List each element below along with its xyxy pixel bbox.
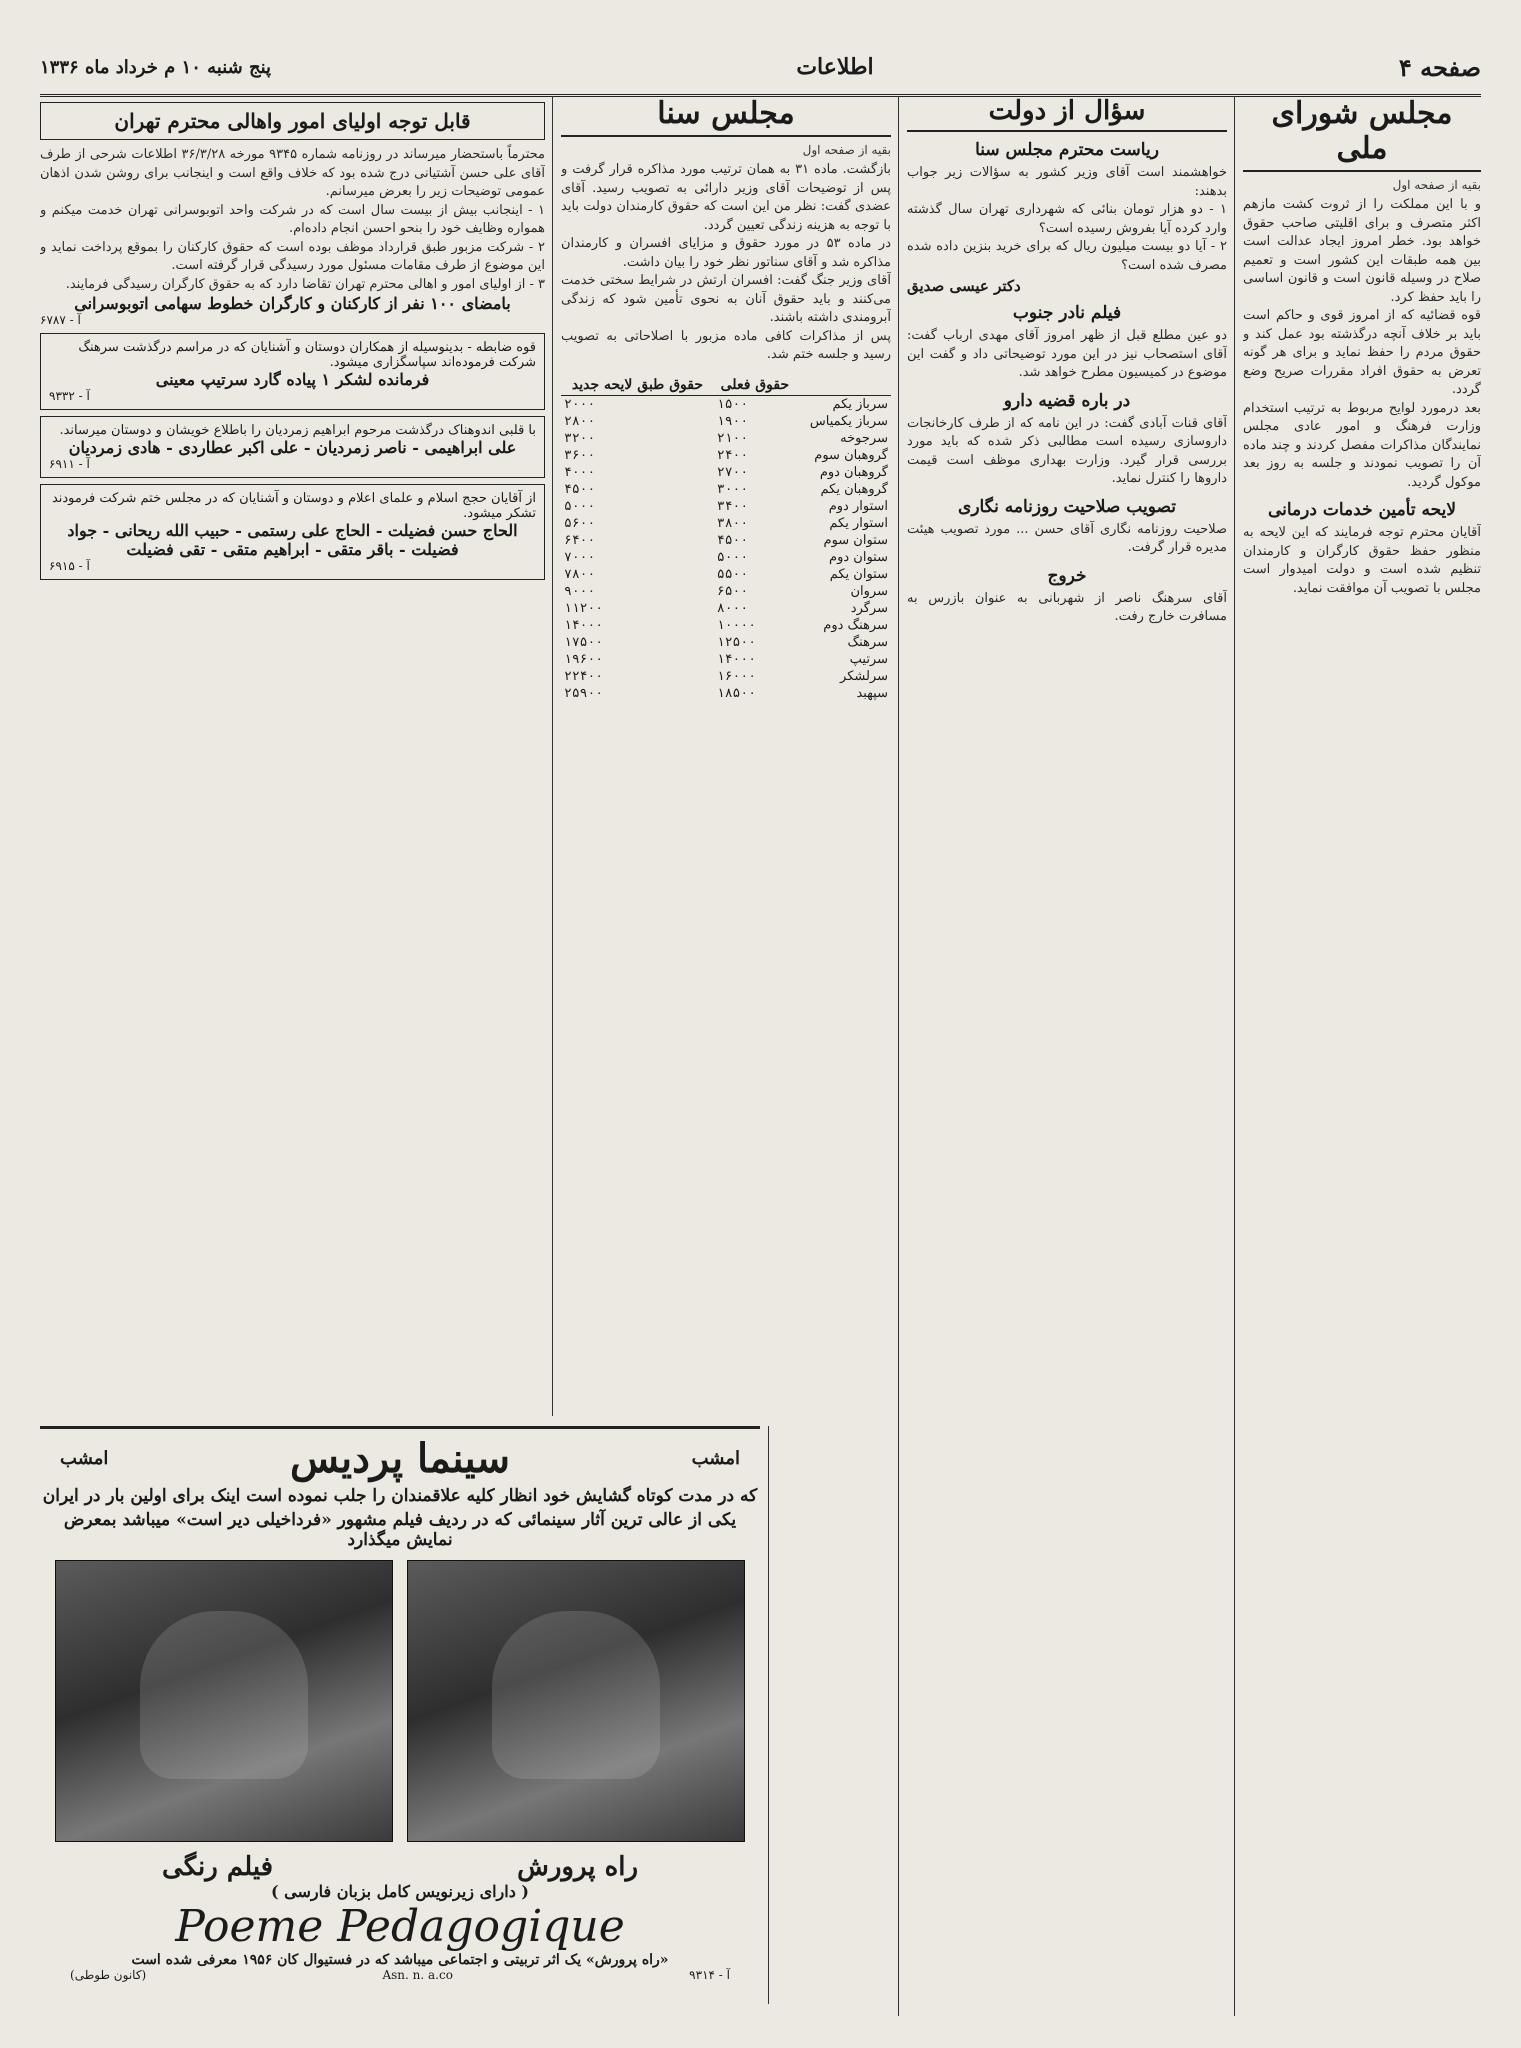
salary-current-cell: ۱۰۰۰۰ (716, 617, 757, 633)
salary-new-cell: ۲۰۰۰ (564, 396, 596, 412)
notice-box-condolence (40, 416, 545, 478)
salary-table-row (561, 395, 891, 413)
film-still-group-photo (407, 1560, 745, 1842)
notice-paragraph: ۳ - از اولیای امور و اهالی محترم تهران تقاضا دارد که به حقوق کارگران رسیدگی فرمایند. (65, 276, 545, 292)
article-paragraph: صلاحیت روزنامه نگاری آقای حسن ... مورد تصویب هیئت مدیره قرار گرفت. (907, 521, 1227, 555)
ad-footer-codes (40, 1968, 760, 1982)
salary-rank-cell: سروان (850, 583, 888, 599)
salary-new-cell: ۷۸۰۰ (564, 566, 596, 582)
salary-table-row (561, 566, 891, 583)
article-paragraph: آقای سرهنگ ناصر از شهربانی به عنوان بازرس به مسافرت خارج رفت. (907, 590, 1227, 624)
salary-table (561, 375, 891, 702)
salary-table-row (561, 498, 891, 515)
salary-rank-cell: سرهنگ (847, 634, 888, 650)
continued-note: بقیه از صفحه اول (1392, 178, 1481, 192)
column-divider (552, 96, 553, 1416)
salary-current-cell: ۱۹۰۰ (716, 413, 749, 429)
salary-current-cell: ۱۴۰۰۰ (716, 651, 757, 667)
salary-new-cell: ۷۰۰۰ (564, 549, 596, 565)
cinema-promo-line: که در مدت کوتاه گشایش خود انظار کلیه علاقمندان را جلب نموده است اینک برای اولین بار در ایران (42, 1486, 758, 1506)
ad-agency: (کانون طوطی) (70, 1968, 147, 1982)
salary-current-cell: ۱۶۰۰۰ (716, 668, 757, 684)
salary-table-row (561, 515, 891, 532)
salary-current-cell: ۳۸۰۰ (716, 515, 749, 531)
article-paragraph: و با این مملکت را از ثروت کشت مازهم اکثر متصرف و برای اقلیتی صاحب حقوق خواهد بود. خطر امروز ایجاد عدالت است بین همه طبقات این کشور است و تعمیم صلاح در وسیله قانون است و قانون اساسی را باید حفظ کرد. (1243, 197, 1481, 305)
salary-current-cell: ۴۵۰۰ (716, 532, 749, 548)
salary-table-row (561, 634, 891, 651)
salary-rank-cell: سرباز یکمیاس (809, 413, 888, 429)
salary-rank-cell: استوار دوم (828, 498, 888, 514)
salary-rank-cell: گروهبان سوم (814, 447, 888, 463)
tonight-label: امشب (691, 1448, 740, 1469)
salary-rank-cell: سپهبد (856, 685, 888, 701)
salary-current-cell: ۱۵۰۰ (716, 396, 749, 412)
salary-table-row (561, 600, 891, 617)
notice-names: فرمانده لشکر ۱ پیاده گارد سرتیپ معینی (155, 370, 430, 389)
film-stills (40, 1560, 760, 1842)
ad-agency-latin: Asn. n. a.co (382, 1968, 453, 1982)
salary-rank-cell: گروهبان یکم (820, 481, 888, 497)
article-paragraph: آقای قنات آبادی گفت: در این نامه که از طرف کارخانجات داروسازی رسیده است مطالبی ذکر شده که باید مورد بررسی قرار گیرد. وزارت بهداری موظف است قیمت داروها را کنترل نماید. (907, 415, 1227, 486)
salary-current-cell: ۲۴۰۰ (716, 447, 749, 463)
ad-code: آ - ۹۳۱۴ (689, 1968, 730, 1982)
cinema-promo-line: یکی از عالی ترین آثار سینمائی که در ردیف فیلم مشهور «فرداخیلی دیر است» میباشد بمعرض نمایش میگذارد (63, 1510, 737, 1550)
article-paragraph: بعد درمورد لوایح مربوط به ترتیب استخدام وزارت فرهنگ و امور عادی مجلس نمایندگان مذاکرات مفصل کردند و چند ماده آن را تصویب نمودند و جلسه به روز بعد موکول گردید. (1243, 400, 1481, 490)
notice-box-gratitude (40, 484, 545, 580)
salary-new-cell: ۵۰۰۰ (564, 498, 596, 514)
headline-majlis-sena: مجلس سنا (561, 96, 891, 137)
notice-paragraph: ۱ - اینجانب بیش از بیست سال است که در شرکت واحد اتوبوسرانی تهران خدمت میکنم و همواره وظایف خود را بنحو احسن انجام داده‌ام. (40, 202, 545, 236)
cinema-advertisement (40, 1426, 760, 2007)
salary-new-cell: ۱۱۲۰۰ (564, 600, 604, 616)
festival-note: «راه پرورش» یک اثر تربیتی و اجتماعی میباشد که در فستیوال کان ۱۹۵۶ معرفی شده است (131, 1952, 669, 1968)
salary-rank-cell: سرجوخه (840, 430, 888, 446)
headline-question: سؤال از دولت (907, 96, 1227, 132)
ad-code: آ - ۶۹۱۱ (49, 457, 90, 471)
notice-paragraph: ۲ - شرکت مزبور طبق قرارداد موظف بوده است که حقوق کارکنان را بموقع پرداخت نماید و این موضوع از طرف مقامات مسئول مورد رسیدگی قرار گرفته است. (40, 239, 545, 273)
salary-new-cell: ۵۶۰۰ (564, 515, 596, 531)
salary-table-row (561, 481, 891, 498)
continued-note: بقیه از صفحه اول (802, 143, 891, 157)
salary-rank-cell: سرهنگ دوم (823, 617, 888, 633)
salary-current-cell: ۳۴۰۰ (716, 498, 749, 514)
column-notices (40, 96, 545, 1416)
column-divider (898, 96, 899, 2016)
salary-rank-cell: ستوان یکم (829, 566, 888, 582)
salary-rank-cell: ستوان دوم (829, 549, 888, 565)
notice-box-thanks (40, 333, 545, 410)
salary-rank-cell: سرلشکر (840, 668, 888, 684)
salary-rank-cell: سرتیپ (849, 651, 888, 667)
cinema-name: سینما پردیس (289, 1435, 511, 1482)
salary-current-cell: ۸۰۰۰ (716, 600, 749, 616)
salary-table-row (561, 447, 891, 464)
salary-rank-cell: ستوان سوم (823, 532, 888, 548)
salary-current-cell: ۲۷۰۰ (716, 464, 749, 480)
salary-current-cell: ۱۸۵۰۰ (716, 685, 757, 701)
salary-new-cell: ۳۶۰۰ (564, 447, 596, 463)
salary-rank-cell: سرگرد (850, 600, 888, 616)
salary-new-cell: ۱۴۰۰۰ (564, 617, 604, 633)
signature: دکتر عیسی صدیق (907, 277, 1021, 295)
notice-signature: بامضای ۱۰۰ نفر از کارکنان و کارگران خطوط سهامی اتوبوسرانی (74, 294, 511, 313)
salary-table-row (561, 532, 891, 549)
article-paragraph: دو عین مطلع قبل از ظهر امروز آقای مهدی ارباب گفت: آقای استصحاب نیز در این مورد توضیحاتی داد و گفت این موضوع در کمیسیون مطرح خواهد شد. (907, 328, 1227, 380)
notice-text: قوه ضابطه - بدینوسیله از همکاران دوستان و آشنایان که در مراسم درگذشت سرهنگ شرکت فرموده‌اند سپاسگزاری میشود. (78, 340, 536, 370)
salary-rank-cell: استوار یکم (829, 515, 888, 531)
salary-current-cell: ۲۱۰۰ (716, 430, 749, 446)
masthead (40, 40, 1481, 97)
salary-table-header-new: حقوق طبق لایحه جدید (561, 375, 714, 396)
ad-code: آ - ۶۹۱۵ (49, 559, 90, 573)
salary-table-row (561, 413, 891, 430)
subheading: تصویب صلاحیت روزنامه نگاری (958, 496, 1176, 517)
question-text: ۲ - آیا دو بیست میلیون ریال که برای خرید بنزین داده شده مصرف شده است؟ (907, 239, 1227, 273)
notice-text: از آقایان حجج اسلام و علمای اعلام و دوستان و آشنایان که در مجلس ختم شرکت فرمودند تشکر میشود. (51, 491, 536, 521)
article-paragraph: آقایان محترم توجه فرمایند که این لایحه به منظور حفظ حقوق کارگران و کارمندان تنظیم شده است و دولت امیدوار است مجلس با تصویب آن موافقت نماید. (1243, 525, 1481, 596)
salary-table-row (561, 651, 891, 668)
subheading: لایحه تأمین خدمات درمانی (1267, 500, 1457, 520)
salary-new-cell: ۱۷۵۰۰ (564, 634, 604, 650)
column-majlis-sena (561, 96, 891, 1416)
film-color-label: فیلم رنگی (162, 1852, 274, 1882)
salary-new-cell: ۶۴۰۰ (564, 532, 596, 548)
salary-new-cell: ۲۵۹۰۰ (564, 685, 604, 701)
salary-table-row (561, 583, 891, 600)
salary-new-cell: ۴۰۰۰ (564, 464, 596, 480)
letter-heading: ریاست محترم مجلس سنا (975, 140, 1159, 160)
tonight-label: امشب (60, 1448, 109, 1469)
article-paragraph: بازگشت. ماده ۳۱ به همان ترتیب مورد مذاکره قرار گرفت و پس از توضیحات آقای وزیر دارائی به تصویب رسید. آقای عضدی گفت: نظر من این است که حقوق کارمندان دولت باید با توجه به هزینه زندگی تعیین گردد. (561, 162, 891, 233)
salary-table-row (561, 685, 891, 702)
subheading: خروج (1047, 565, 1087, 586)
salary-current-cell: ۶۵۰۰ (716, 583, 749, 599)
salary-new-cell: ۴۵۰۰ (564, 481, 596, 497)
salary-table-header-rank (796, 375, 891, 396)
headline-majlis-shora: مجلس شورای ملی (1243, 96, 1481, 172)
subheading: فیلم نادر جنوب (1012, 303, 1122, 323)
salary-table-row (561, 464, 891, 481)
salary-current-cell: ۵۰۰۰ (716, 549, 749, 565)
film-still-portrait-photo (55, 1560, 393, 1842)
salary-current-cell: ۳۰۰۰ (716, 481, 749, 497)
salary-new-cell: ۱۹۶۰۰ (564, 651, 604, 667)
salary-new-cell: ۲۸۰۰ (564, 413, 596, 429)
film-title-latin: Poeme Pedagogique (175, 1901, 625, 1952)
film-title-persian: راه پرورش (517, 1852, 638, 1882)
salary-new-cell: ۲۲۴۰۰ (564, 668, 604, 684)
column-divider (1234, 96, 1235, 2016)
subtitle-note: ( دارای زیرنویس کامل بزبان فارسی ) (271, 1882, 529, 1901)
question-text: ۱ - دو هزار تومان بنائی که شهرداری تهران سال گذشته وارد کرده آیا بفروش رسیده است؟ (907, 202, 1227, 236)
cinema-header (40, 1429, 760, 1482)
column-majlis-shora (1243, 96, 1481, 2016)
column-divider (768, 1426, 769, 2004)
notice-names: الحاج حسن فضیلت - الحاج علی رستمی - حبیب الله ریحانی - جواد فضیلت - باقر متقی - ابراهیم متقی - تقی فضیلت (67, 521, 518, 559)
newspaper-name: اطلاعات (796, 54, 874, 80)
notice-text: با قلبی اندوهناک درگذشت مرحوم ابراهیم زمردیان را باطلاع خویشان و دوستان میرساند. (59, 423, 536, 438)
ad-code: آ - ۶۷۸۷ (40, 313, 81, 327)
notice-names: علی ابراهیمی - ناصر زمردیان - علی اکبر عطاردی - هادی زمردیان (68, 438, 517, 457)
article-paragraph: در ماده ۵۳ در مورد حقوق و مزایای افسران و کارمندان مذاکره شد و آقای سناتور نظر خود را بیان داشت. (561, 236, 891, 270)
salary-rank-cell: سرباز یکم (832, 396, 888, 412)
question-text: خواهشمند است آقای وزیر کشور به سؤالات زیر جواب بدهند: (907, 165, 1227, 199)
article-paragraph: قوه قضائیه که از امروز قوی و حاکم است باید بر خلاف آنچه درگذشته بود عمل کند و حقوق مردم را حفظ نماید و برای هر گونه تعرض به حقوق افراد مقررات صریح وضع گردد. (1243, 308, 1481, 397)
salary-table-row (561, 668, 891, 685)
salary-current-cell: ۱۲۵۰۰ (716, 634, 757, 650)
notice-paragraph: محترماً باستحضار میرساند در روزنامه شماره ۹۳۴۵ مورخه ۳۶/۳/۲۸ اطلاعات شرحی از طرف آقای علی حسن آشتیانی درج شده بود که خلاف واقع است و اینجانب برای روشن شدن اذهان عمومی توضیحات زیر را بعرض میرسانم. (40, 147, 545, 199)
page-number: صفحه ۴ (1398, 52, 1481, 82)
column-question-government (907, 96, 1227, 2016)
film-labels (40, 1852, 760, 1882)
salary-new-cell: ۹۰۰۰ (564, 583, 596, 599)
article-paragraph: پس از مذاکرات کافی ماده مزبور با اصلاحاتی به تصویب رسید و جلسه ختم شد. (561, 328, 891, 362)
notice-headline: قابل توجه اولیای امور واهالی محترم تهران (40, 102, 545, 140)
salary-current-cell: ۵۵۰۰ (716, 566, 749, 582)
article-paragraph: آقای وزیر جنگ گفت: افسران ارتش در شرایط سختی خدمت می‌کنند و باید حقوق آنان به نحوی تأمین شود که زندگی آبرومندی داشته باشند. (561, 273, 891, 325)
salary-rank-cell: گروهبان دوم (819, 464, 888, 480)
salary-table-row (561, 617, 891, 634)
subheading: در باره قضیه دارو (1003, 390, 1131, 411)
ad-code: آ - ۹۳۳۲ (49, 389, 90, 403)
issue-date: پنج شنبه ۱۰ م خرداد ماه ۱۳۳۶ (40, 56, 272, 78)
salary-table-row (561, 430, 891, 447)
salary-new-cell: ۳۲۰۰ (564, 430, 596, 446)
salary-table-body (561, 395, 891, 702)
salary-table-header-current: حقوق فعلی (714, 375, 796, 396)
salary-table-row (561, 549, 891, 566)
